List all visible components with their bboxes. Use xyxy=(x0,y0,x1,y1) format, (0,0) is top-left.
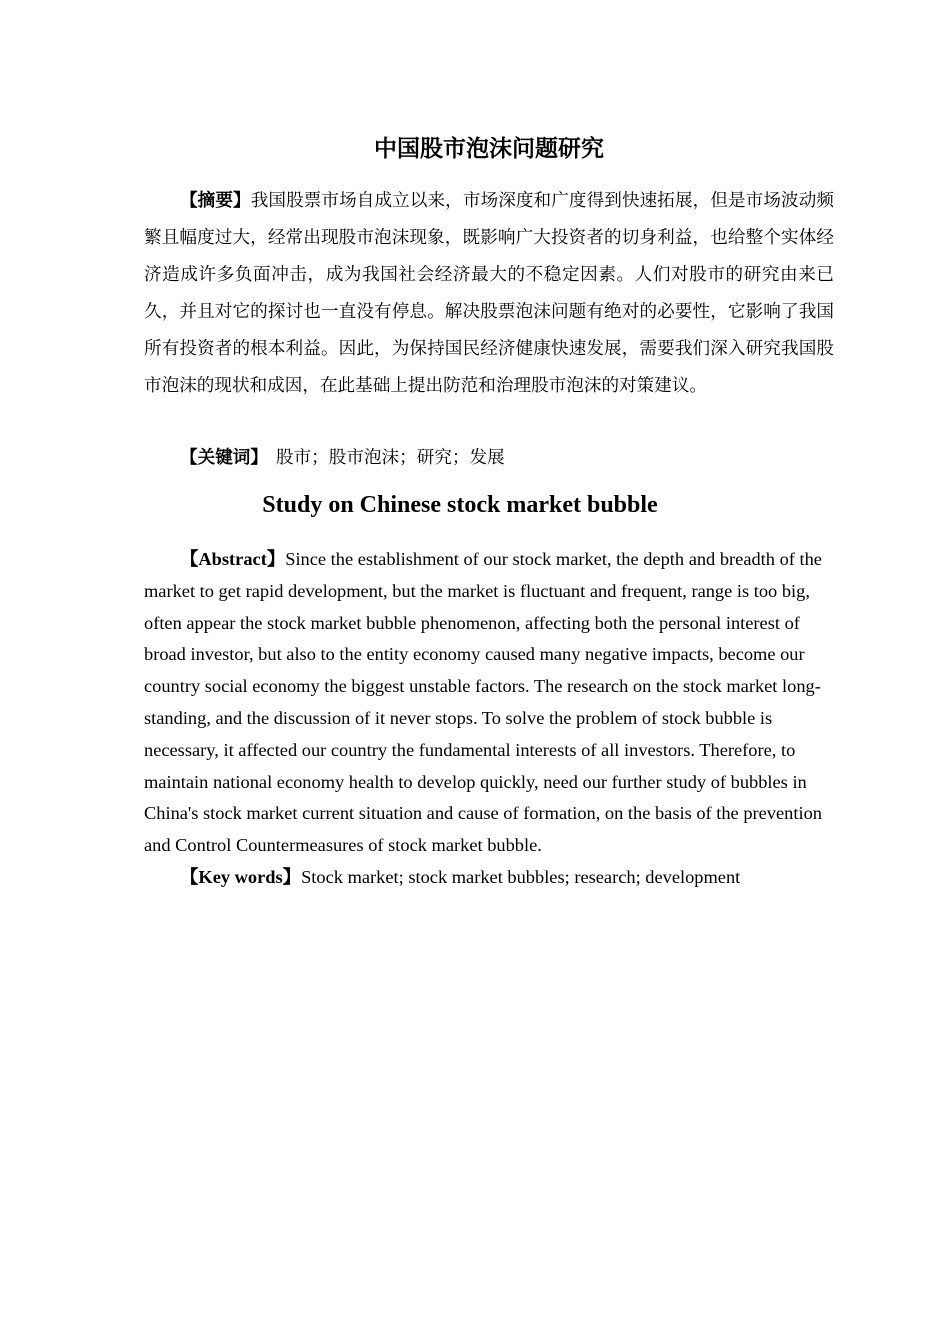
english-abstract xyxy=(144,544,834,862)
english-abstract-text: Since the establishment of our stock market, the depth and breadth of the market to get rapid development, but the market is fluctuant and frequent, range is too big, often appear the stock market bubble phenomenon, affecting both the personal interest of broad investor, but also to the entity economy caused many negative impacts, become our country social economy the biggest unstable factors. The research on the stock market long-standing, and the discussion of it never stops. To solve the problem of stock bubble is necessary, it affected our country the fundamental interests of all investors. Therefore, to maintain national economy health to develop quickly, need our further study of bubbles in China's stock market current situation and cause of formation, on the basis of the prevention and Control Countermeasures of stock market bubble. xyxy=(144,549,822,856)
chinese-keywords xyxy=(144,440,834,477)
english-keywords-text: Stock market; stock market bubbles; research; development xyxy=(301,867,741,887)
english-abstract-label: 【Abstract】 xyxy=(180,549,286,569)
chinese-keywords-label: 【关键词】 xyxy=(180,448,268,468)
english-title: Study on Chinese stock market bubble xyxy=(262,492,658,518)
chinese-abstract-label: 【摘要】 xyxy=(180,191,251,211)
chinese-abstract xyxy=(144,183,834,405)
english-keywords xyxy=(144,862,834,894)
chinese-title: 中国股市泡沫问题研究 xyxy=(374,136,604,162)
chinese-keywords-text: 股市；股市泡沫；研究；发展 xyxy=(275,448,505,468)
english-keywords-label: 【Key words】 xyxy=(180,867,302,887)
chinese-abstract-text: 我国股票市场自成立以来，市场深度和广度得到快速拓展，但是市场波动频繁且幅度过大，经常出现股市泡沫现象，既影响广大投资者的切身利益，也给整个实体经济造成许多负面冲击，成为我国社会经济最大的不稳定因素。人们对股市的研究由来已久，并且对它的探讨也一直没有停息。解决股票泡沫问题有绝对的必要性，它影响了我国所有投资者的根本利益。因此，为保持国民经济健康快速发展，需要我们深入研究我国股市泡沫的现状和成因，在此基础上提出防范和治理股市泡沫的对策建议。 xyxy=(144,191,834,396)
